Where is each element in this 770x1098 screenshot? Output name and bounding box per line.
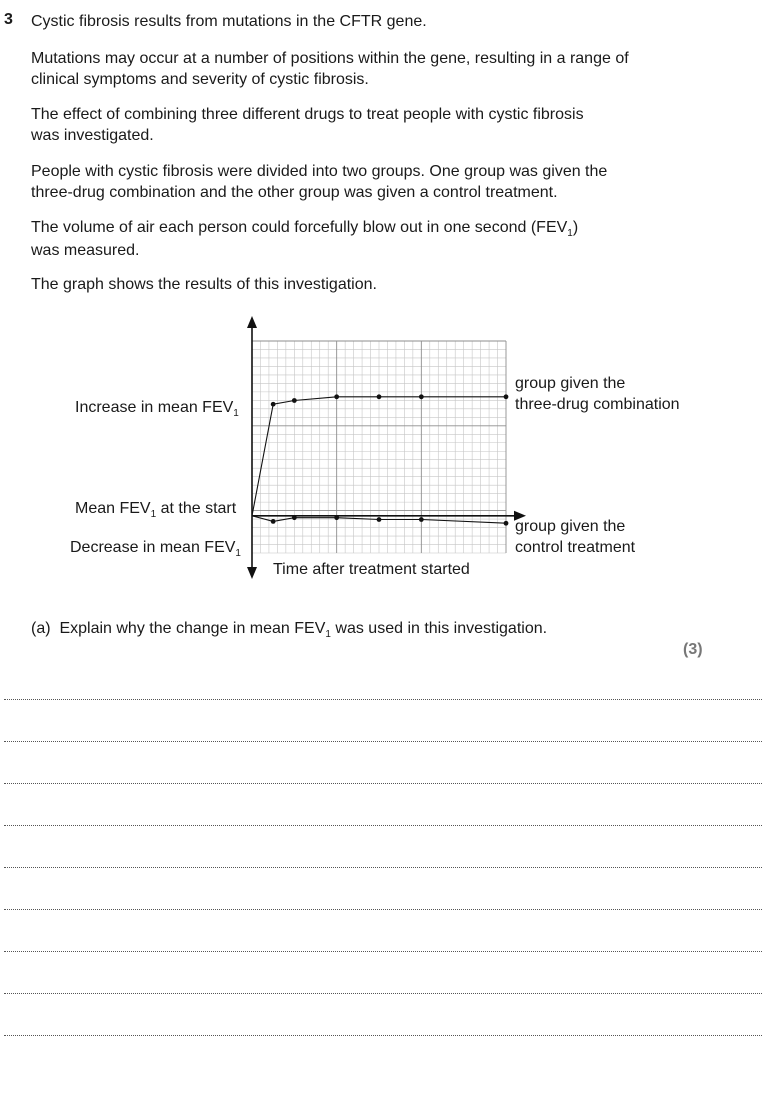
data-point (271, 519, 276, 524)
y-label-start (75, 500, 236, 518)
paragraph-line: Mutations may occur at a number of positions within the gene, resulting in a range of (31, 50, 629, 67)
part-text: Explain why the change in mean FEV (59, 620, 326, 637)
legend-line: control treatment (515, 539, 636, 556)
data-point (271, 402, 276, 407)
y-axis-arrow-up (247, 316, 257, 328)
paragraph-line: clinical symptoms and severity of cystic fibrosis. (31, 71, 369, 88)
data-point (419, 394, 424, 399)
legend-line: group given the (515, 518, 626, 535)
legend-three-drug (515, 373, 680, 415)
subscript: 1 (233, 408, 239, 419)
data-point (334, 394, 339, 399)
answer-line[interactable] (4, 741, 762, 742)
data-point (377, 517, 382, 522)
answer-line[interactable] (4, 867, 762, 868)
answer-line[interactable] (4, 993, 762, 994)
answer-line[interactable] (4, 951, 762, 952)
y-label-increase (75, 399, 239, 417)
answer-line[interactable] (4, 783, 762, 784)
question-number: 3 (4, 11, 13, 28)
answer-line[interactable] (4, 825, 762, 826)
part-a-question (31, 620, 547, 638)
answer-line[interactable] (4, 699, 762, 700)
data-point (504, 394, 509, 399)
axes (247, 316, 526, 579)
x-axis-label: Time after treatment started (273, 561, 470, 578)
data-point (377, 394, 382, 399)
paragraph-line: three-drug combination and the other group was given a control treatment. (31, 184, 558, 201)
label-text: Mean FEV (75, 500, 151, 517)
paragraph-line: The volume of air each person could forcefully blow out in one second (FEV (31, 219, 568, 236)
subscript: 1 (150, 509, 157, 520)
data-point (419, 517, 424, 522)
subscript: 1 (567, 228, 573, 239)
paragraph-graph-intro: The graph shows the results of this investigation. (31, 276, 377, 293)
legend-line: group given the (515, 375, 626, 392)
answer-line[interactable] (4, 909, 762, 910)
paragraph-line: was measured. (31, 242, 140, 259)
paragraph-line: was investigated. (31, 127, 154, 144)
legend-control (515, 516, 635, 558)
paragraph-line: ) (572, 219, 579, 236)
subscript: 1 (325, 629, 331, 640)
subscript: 1 (235, 548, 241, 559)
label-text: Decrease in mean FEV (70, 539, 236, 556)
question-intro: Cystic fibrosis results from mutations in the CFTR gene. (31, 13, 427, 30)
y-axis-arrow-down (247, 567, 257, 579)
data-point (504, 521, 509, 526)
paragraph-line: People with cystic fibrosis were divided into two groups. One group was given the (31, 163, 608, 180)
y-label-decrease (70, 539, 241, 557)
answer-line[interactable] (4, 1035, 762, 1036)
marks-available: (3) (683, 641, 703, 658)
label-text: at the start (156, 500, 237, 517)
data-point (292, 398, 297, 403)
legend-line: three-drug combination (515, 396, 680, 413)
label-text: Increase in mean FEV (75, 399, 234, 416)
part-text: was used in this investigation. (330, 620, 548, 637)
part-label: (a) (31, 620, 51, 637)
paragraph-line: The effect of combining three different drugs to treat people with cystic fibrosis (31, 106, 584, 123)
